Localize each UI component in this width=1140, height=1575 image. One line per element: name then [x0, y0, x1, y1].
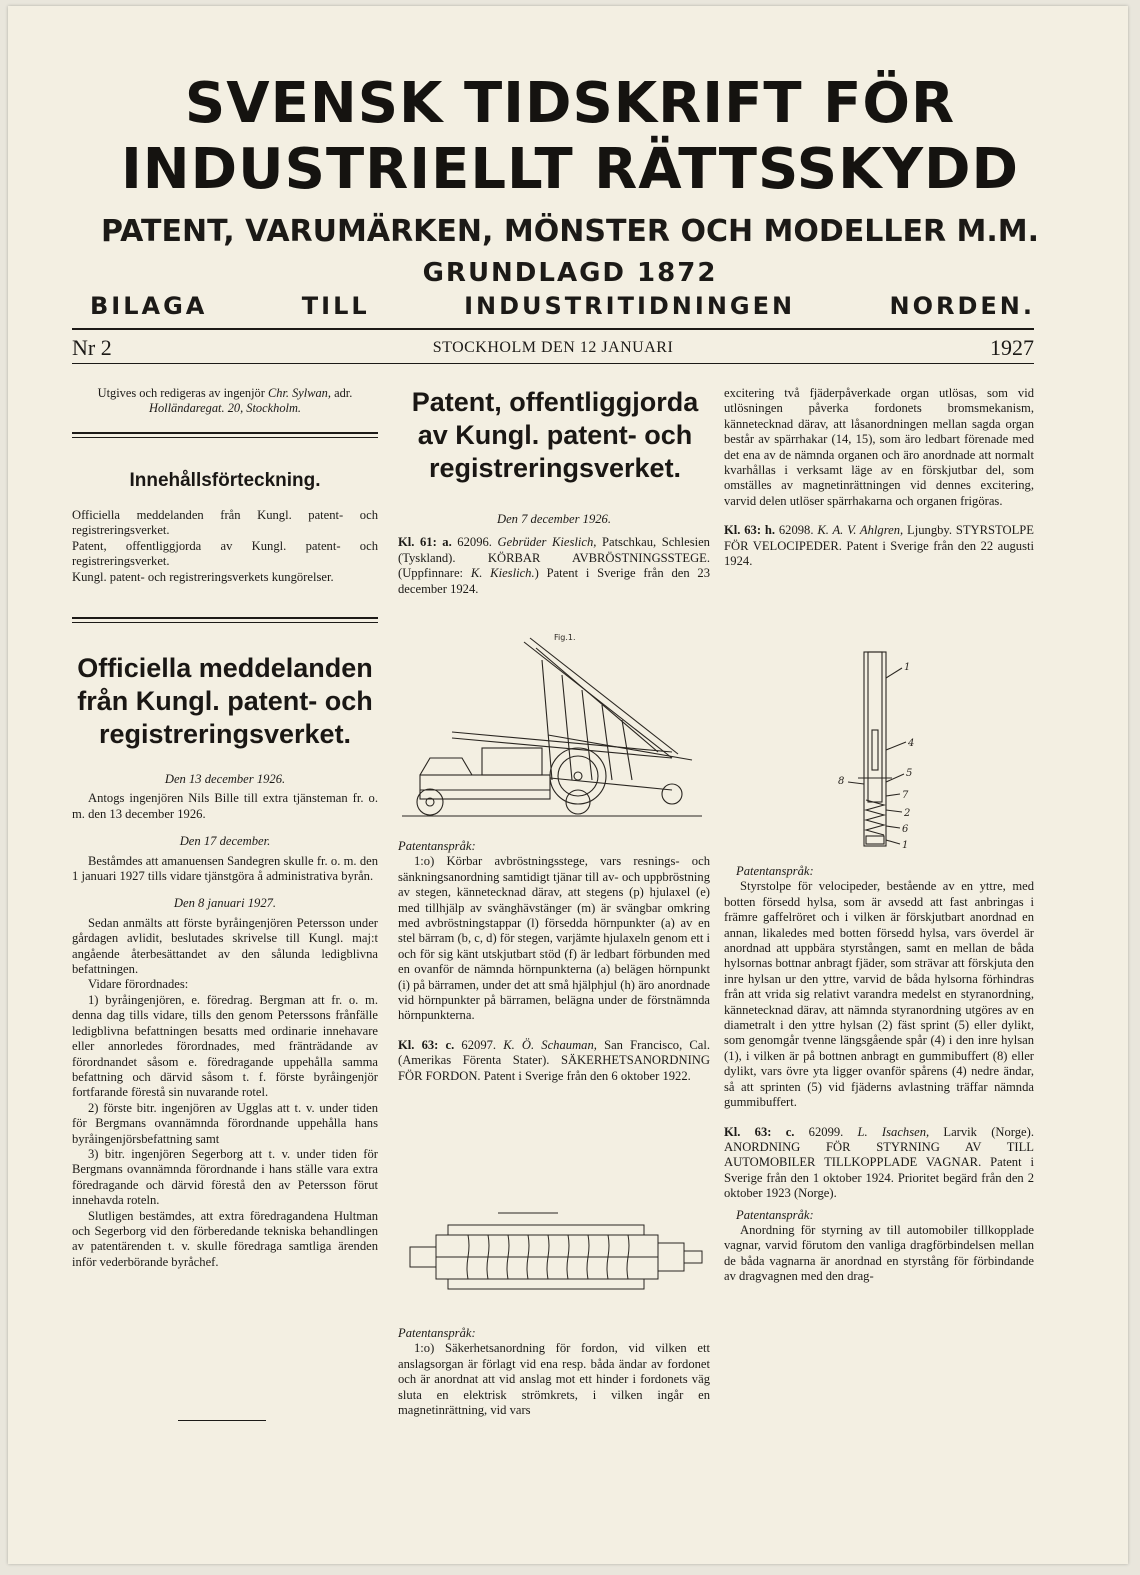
toc-item: Patent, offentliggjorda av Kungl. patent- och registreringsverket.	[72, 538, 378, 569]
section-title-patents: Patent, offentliggjorda av Kungl. patent- och registreringsverket.	[411, 387, 699, 483]
editor-adr: adr.	[334, 386, 353, 400]
patent-text: ) Patent i Sverige från den 23 december 1924.	[398, 566, 711, 596]
toc-title: Innehållsförteckning.	[129, 470, 321, 491]
date-heading: Den 17 december.	[179, 834, 271, 849]
patent-entry	[724, 523, 1034, 569]
patent-holder: K. Ö. Schauman,	[503, 1037, 597, 1052]
patent-holder: K. A. V. Ahlgren,	[817, 523, 904, 538]
column-3-top	[724, 386, 1034, 569]
toc-item: Kungl. patent- och registreringsverkets kungörelser.	[72, 569, 334, 584]
column-1-body	[72, 772, 378, 1270]
editor-name: Chr. Sylwan,	[267, 386, 331, 400]
issue-number: Nr 2	[72, 335, 112, 360]
patent-class: Kl. 61: a.	[398, 535, 452, 550]
claim-heading: Patentanspråk:	[398, 839, 476, 853]
masthead-founded: GRUNDLAGD 1872	[422, 258, 718, 288]
column-2-claim-2	[398, 1326, 710, 1418]
date-heading: Den 7 december 1926.	[496, 512, 611, 526]
figure-steering-post	[830, 650, 930, 855]
claim-heading: Patentanspråk:	[736, 864, 814, 878]
masthead-supplement: BILAGA TILL INDUSTRITIDNINGEN NORDEN.	[90, 292, 1035, 320]
figure-label: Fig.1.	[554, 633, 576, 642]
patent-text: Patschkau, Schlesien (Tyskland). KÖRBAR AVBRÖSTNINGSSTEGE. (Uppfinnare:	[398, 535, 710, 581]
masthead-line-1: SVENSK TIDSKRIFT FÖR	[184, 71, 956, 136]
patent-text: Ljungby. STYRSTOLPE FÖR VELOCIPEDER. Patent i Sverige från den 22 augusti 1924.	[724, 523, 1035, 569]
date-heading: Den 8 januari 1927.	[173, 896, 277, 911]
toc-item: Officiella meddelanden från Kungl. patent- och registreringsverket.	[72, 508, 378, 538]
paragraph: Antogs ingenjören Nils Bille till extra tjänsteman fr. o. m. den 13 december 1926.	[72, 791, 378, 821]
paragraph: 1) byråingenjören, e. föredrag. Bergman att fr. o. m. denna dag tills vidare, tills den genom Peterssons frånfälle ledigblivna befattningen besatts med ordinarie innehavare eller annorledes förordnades, med fränträdande av förordnandet såsom e. föredragande uppehålla samma befattning och därvid såsom t. f. förste byråingenjör fortfarande förestå sin nuvarande rotel.	[72, 992, 378, 1100]
masthead-subtitle: PATENT, VARUMÄRKEN, MÖNSTER OCH MODELLER M.M.	[100, 214, 1040, 249]
masthead-rule	[72, 328, 1034, 330]
patent-number: 62099.	[808, 1124, 844, 1139]
patent-number: 62098.	[778, 523, 814, 538]
patent-inventor: K. Kieslich.	[470, 566, 535, 581]
patent-text: Larvik (Norge). ANORDNING FÖR STYRNING AV TILL AUTOMOBILER TILLKOPPLADE VAGNAR. Patent i Sverige från den 1 oktober 1924. Prioritet begärd från den 2 oktober 1923 (Norge).	[724, 1124, 1034, 1201]
paragraph: 3) bitr. ingenjören Segerborg att t. v. under tiden för Bergmans ovannämnda förordnande i hans ställe vara extra föredragande och därvid förestå den av Petersson förut innehavda roteln.	[72, 1146, 378, 1208]
patent-number: 62096.	[457, 535, 492, 550]
figure-label: 2	[904, 808, 911, 819]
column-3-bottom	[724, 864, 1034, 1285]
patent-entry	[398, 1038, 710, 1084]
paragraph: Vidare förordnades:	[88, 977, 189, 992]
patent-holder: Gebrüder Kieslich,	[497, 535, 597, 550]
figure-safety-device	[408, 1205, 704, 1305]
editor-text: Utgives och redigeras av ingenjör	[97, 386, 265, 400]
paragraph: 2) förste bitr. ingenjören av Ugglas att t. v. under tiden för Bergmans ovannämnda förordnande uppehålla hans byråingenjörsbefattning samt	[72, 1100, 378, 1146]
claim-heading: Patentanspråk:	[398, 1326, 476, 1340]
patent-text: San Francisco, Cal. (Amerikas Förenta Stater). SÄKERHETSANORDNING FÖR FORDON. Patent i Sverige från den 6 oktober 1922.	[398, 1037, 711, 1083]
patent-entry	[398, 535, 710, 597]
paragraph: Slutligen bestämdes, att extra föredragandena Hultman och Segerborg vid den förberedande tekniska behandlingen av patentärenden t. v. skulle föredraga samtliga ärenden inför vederbörande byråchef.	[72, 1208, 378, 1269]
column-2-bottom	[398, 839, 710, 1084]
double-rule	[72, 617, 378, 623]
claim-text: 1:o) Säkerhetsanordning för fordon, vid vilken ett anslagsorgan är förlagt vid ena resp. båda ändar av fordonet och är anordnat att vid anslag mot ett hinder i fordonets väg sluta en elektrisk strömkrets, i vilken ingår en magnetinrättning, vid vars	[398, 1341, 710, 1418]
patent-class: Kl. 63: h.	[724, 523, 776, 538]
patent-holder: L. Isachsen,	[857, 1124, 930, 1139]
paragraph: Sedan anmälts att förste byråingenjören Petersson under gårdagen avlidit, beslutades skrivelse till Kungl. maj:t angående återbesättandet av den sålunda ledigblivna befattningen.	[72, 915, 378, 977]
figure-label: 6	[902, 824, 909, 835]
patent-class: Kl. 63: c.	[724, 1124, 795, 1139]
figure-label: 8	[838, 776, 845, 787]
figure-label: 5	[906, 768, 913, 779]
patent-entry	[724, 1125, 1034, 1202]
dateline	[72, 335, 1034, 361]
masthead-line-2: INDUSTRIELLT RÄTTSSKYDD	[120, 137, 1020, 202]
issue-year: 1927	[990, 335, 1034, 360]
column-2-top	[398, 512, 710, 597]
claim-heading: Patentanspråk:	[736, 1207, 814, 1222]
figure-label: 1	[902, 840, 909, 851]
date-heading: Den 13 december 1926.	[164, 772, 286, 786]
paragraph: Beståmdes att amanuensen Sandegren skulle fr. o. m. den 1 januari 1927 tills vidare tjänstgöra å administrativa byrån.	[72, 853, 378, 884]
editor-address: Holländaregat. 20, Stockholm.	[149, 401, 301, 416]
patent-number: 62097.	[461, 1037, 497, 1052]
toc-list	[72, 508, 378, 585]
editor-info	[72, 386, 378, 417]
figure-ladder-diagram	[402, 630, 702, 820]
claim-text: 1:o) Körbar avbröstningsstege, vars resnings- och sänkningsanordning samtidigt tjänar till av- och uppbröstning av stegen, kännetecknad därav, att stegens (p) hjulaxel (e) med tillhjälp av svänghävstänger (m) är svängbar omkring med avbröstningstappar (l) försedda hörnpunkter (a) av en stel bärram (b, c, d) för stegen, varjämte hjulaxeln genom ett i och för sig känt utskjutbart stöd (f) är ledbart förbunden med en ovanför de nämnda hörnpunkterna (a) belägen hörnpunkt (i) på bärramen, under det att små hjälphjul (h) äro anordnade vid hörnpunkter på bärramen, belägna under de förstnämnda hörnpunkterna.	[398, 854, 710, 1023]
column-1	[72, 386, 378, 417]
section-title-official: Officiella meddelanden från Kungl. patent- och registreringsverket.	[77, 653, 373, 749]
claim-continuation: excitering två fjäderpåverkade organ utlösas, som vid utlösningen påverka fordonets bromsmekanism, kännetecknad därav, att låsanordningen mellan sagda organ består av spärrhakar (14, 15), som äro ledbart förenade med det ena av de nämnda organen och äro anordnade att normalt kvarhållas i verksamt läge av en förskjutbar del, som omställes av magnetinrättningen vid dennes excitering, varvid delen utlöser spärrhakarna och organen frigöras.	[724, 386, 1034, 508]
figure-label: 7	[902, 790, 909, 801]
claim-text: Anordning för styrning av till automobiler tillkopplade vagnar, varvid förutom den vanliga dragförbindelsen mellan de båda vagnarna är anordnad en styrstång för förbindande av dragvagnen med den drag-	[724, 1222, 1034, 1284]
patent-class: Kl. 63: c.	[398, 1037, 455, 1052]
figure-label: 1	[904, 662, 911, 673]
figure-label: 4	[908, 738, 915, 749]
place-date: STOCKHOLM DEN 12 JANUARI	[432, 339, 674, 356]
dateline-rule	[72, 363, 1034, 364]
claim-text: Styrstolpe för velocipeder, bestående av en yttre, med botten försedd hylsa, som är avsedd att fast anbringas i främre gaffelröret och i vilken är förskjutbart anordnad en annan, likaledes med botten försedd hylsa, vars överdel är anordnad att uppbära styrstången, samt en mellan de båda hylsornas bottnar anbragt fjäder, som strävar att förskjuta den inre hylsan ur den yttre, varvid de båda hylsorna förhindras från att vrida sig relativt varandra medelst en styranordning, kännetecknad därav, att nämnda styranordning utgöres av en diametralt i den yttre hylsan (2) fäst sprint (5) eller dylikt, som genomgår tvenne längsgående spår (4) i den inre hylsan (1), i vilken är på bottnen anbragt en gummibuffert (8) eller dylikt, vars övre yta ligger ovanför spårens (4) nedre ändar, så att sprinten (5) vid fjäderns avlastning träffar nämnda gummibuffert.	[724, 879, 1034, 1110]
double-rule	[72, 432, 378, 438]
end-rule	[178, 1420, 266, 1421]
